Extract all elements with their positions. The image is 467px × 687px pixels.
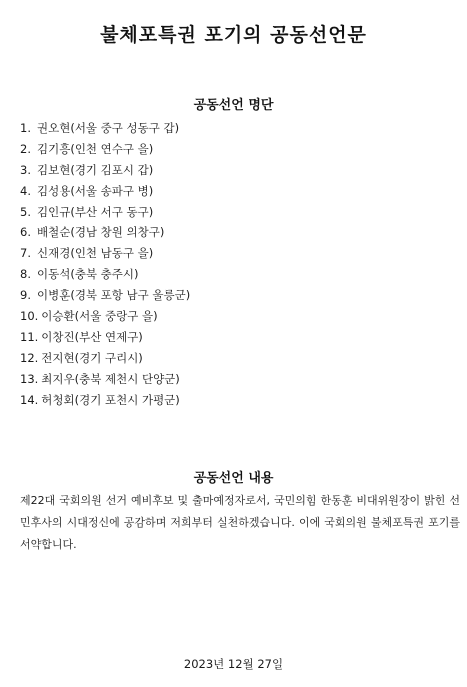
signer-item — [20, 348, 190, 369]
signer-name: 전지현(경기 구리시) — [41, 350, 143, 365]
signer-number: 10. — [20, 309, 39, 324]
signer-name: 권오현(서울 중구 성동구 갑) — [37, 121, 180, 135]
signer-item — [20, 264, 190, 285]
signer-name: 이동석(충북 충주시) — [37, 267, 139, 282]
signer-name: 김인규(부산 서구 동구) — [37, 204, 154, 219]
signer-item — [20, 222, 190, 243]
document-title: 불체포특권 포기의 공동선언문 — [100, 24, 367, 46]
signer-item — [20, 118, 190, 139]
signer-name: 이창진(부산 연제구) — [41, 329, 143, 344]
signer-number: 2. — [20, 141, 31, 156]
signer-item — [20, 327, 190, 348]
signer-number: 13. — [20, 371, 39, 386]
signer-number: 5. — [20, 204, 31, 219]
signer-item — [20, 285, 190, 306]
signer-name: 허청회(경기 포천시 가평군) — [41, 392, 180, 407]
document-date: 2023년 12월 27일 — [183, 657, 284, 671]
signer-number: 6. — [20, 225, 31, 240]
signer-number: 12. — [20, 350, 39, 365]
signer-item — [20, 390, 190, 411]
signer-name: 김기흥(인천 연수구 을) — [37, 141, 154, 156]
signer-name: 이승환(서울 중랑구 을) — [41, 309, 158, 324]
signer-item — [20, 160, 190, 181]
signer-name: 김보현(경기 김포시 갑) — [37, 162, 154, 177]
signer-number: 14. — [20, 392, 39, 407]
declaration-body: 제22대 국회의원 선거 예비후보 및 출마예정자로서, 국민의힘 한동훈 비대위원장이 밝힌 선민후사의 시대정신에 공감하며 저희부터 실천하겠습니다. 이에 국회의원 불체포특권 포기를 서약합니다. — [20, 494, 460, 551]
signer-item — [20, 306, 190, 327]
signer-name: 이병훈(경북 포항 남구 울릉군) — [37, 288, 191, 303]
signer-number: 7. — [20, 246, 31, 261]
signer-number: 9. — [20, 288, 31, 303]
content-heading: 공동선언 내용 — [193, 471, 274, 486]
signer-number: 11. — [20, 329, 39, 344]
signer-number: 4. — [20, 183, 31, 198]
signer-number: 1. — [20, 121, 31, 135]
signer-name: 배철순(경남 창원 의창구) — [37, 225, 165, 240]
signer-item — [20, 202, 190, 223]
signer-name: 신재경(인천 남동구 을) — [37, 246, 154, 261]
signer-item — [20, 243, 190, 264]
signer-number: 8. — [20, 267, 31, 282]
signer-name: 김성용(서울 송파구 병) — [37, 183, 154, 198]
signer-item — [20, 369, 190, 390]
signer-name: 최지우(충북 제천시 단양군) — [41, 371, 180, 386]
signer-number: 3. — [20, 162, 31, 177]
signer-item — [20, 181, 190, 202]
signers-heading: 공동선언 명단 — [193, 98, 274, 113]
signer-list — [20, 118, 190, 410]
signer-item — [20, 139, 190, 160]
